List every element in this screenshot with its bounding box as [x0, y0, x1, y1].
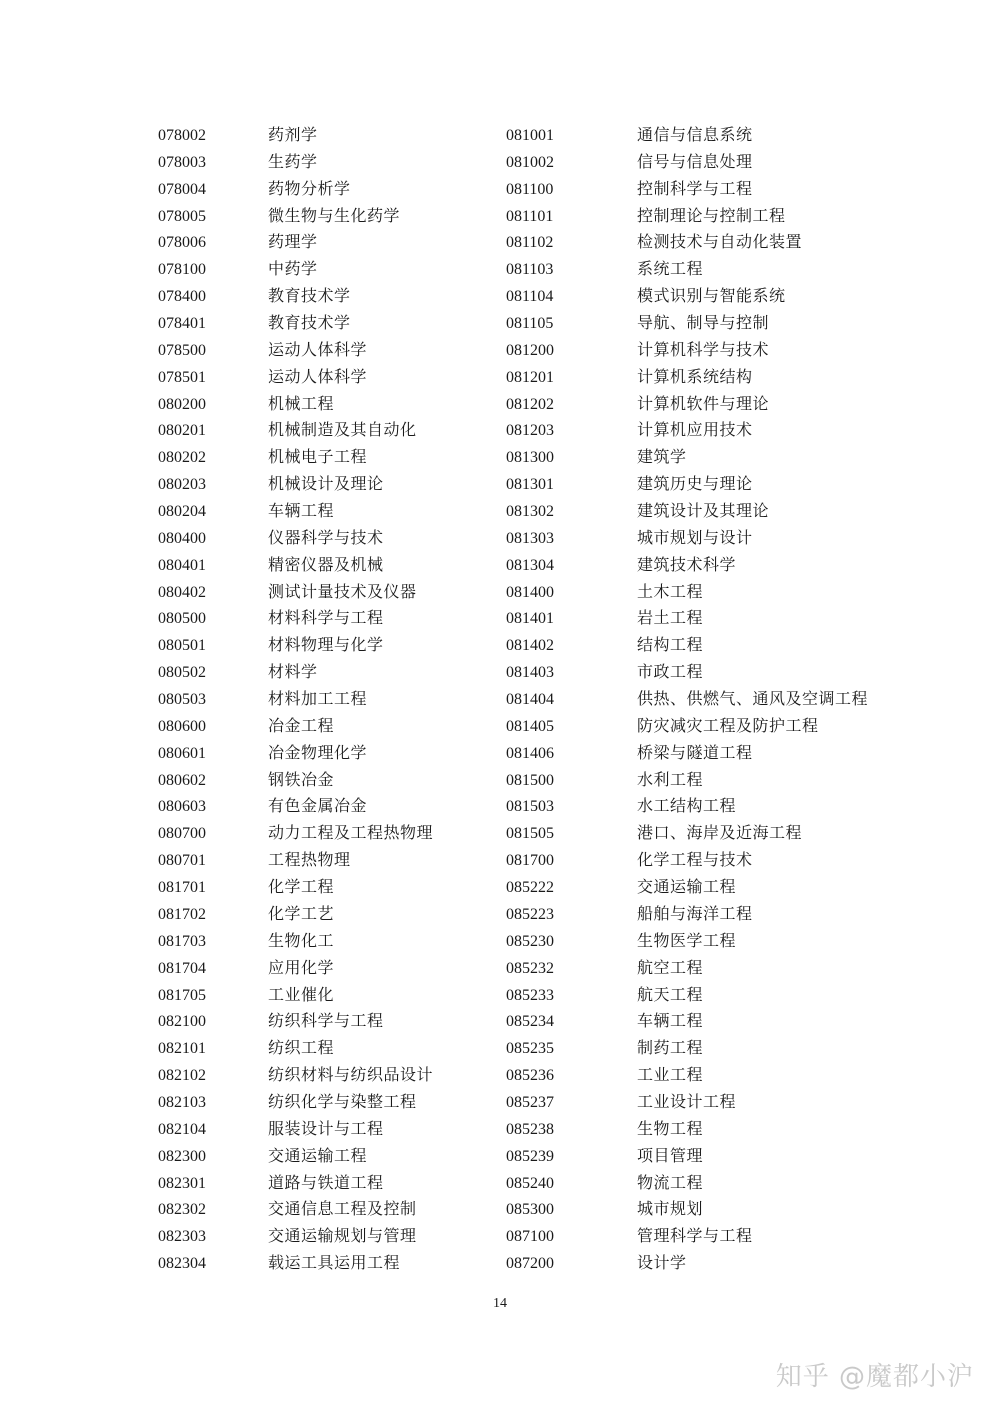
discipline-code: 081302 — [506, 503, 554, 521]
list-item — [506, 1250, 868, 1277]
discipline-code: 078002 — [158, 127, 206, 144]
discipline-name: 教育技术学 — [268, 313, 351, 333]
discipline-code: 081400 — [506, 583, 554, 601]
watermark-text: 知乎 @魔都小沪 — [775, 1362, 974, 1392]
discipline-name: 冶金工程 — [268, 715, 335, 735]
discipline-name: 交通运输规划与管理 — [268, 1226, 417, 1246]
discipline-code: 085234 — [506, 1013, 554, 1031]
discipline-code: 085236 — [506, 1067, 554, 1085]
discipline-name: 化学工艺 — [268, 903, 335, 923]
discipline-code: 080500 — [158, 610, 206, 628]
list-item — [506, 391, 868, 418]
discipline-code: 080501 — [158, 637, 206, 655]
list-item — [158, 552, 433, 579]
discipline-code: 081705 — [158, 986, 206, 1004]
list-item — [506, 525, 868, 552]
discipline-code: 081402 — [506, 637, 554, 655]
list-item — [506, 122, 868, 149]
list-item — [506, 579, 868, 606]
list-item — [158, 1223, 433, 1250]
list-item — [158, 1250, 433, 1277]
list-item — [158, 1008, 433, 1035]
discipline-name: 设计学 — [637, 1253, 687, 1273]
discipline-code: 085300 — [506, 1201, 554, 1219]
discipline-name: 结构工程 — [637, 635, 704, 655]
discipline-code: 081301 — [506, 476, 554, 494]
discipline-name: 材料物理与化学 — [268, 635, 384, 655]
discipline-name: 通信与信息系统 — [637, 125, 753, 144]
discipline-name: 交通运输工程 — [268, 1145, 368, 1165]
discipline-code: 080701 — [158, 852, 206, 870]
list-item — [506, 659, 868, 686]
discipline-name: 桥梁与隧道工程 — [637, 742, 753, 762]
discipline-name: 控制理论与控制工程 — [637, 205, 786, 225]
discipline-code: 085233 — [506, 986, 554, 1004]
list-item — [158, 847, 433, 874]
discipline-name: 精密仪器及机械 — [268, 554, 384, 574]
discipline-code: 080502 — [158, 664, 206, 682]
discipline-name: 交通信息工程及控制 — [268, 1199, 417, 1219]
list-item — [506, 874, 868, 901]
list-item — [158, 256, 433, 283]
discipline-name: 冶金物理化学 — [268, 742, 368, 762]
discipline-name: 计算机应用技术 — [637, 420, 753, 440]
list-item — [506, 1062, 868, 1089]
discipline-code: 082101 — [158, 1040, 206, 1058]
list-item — [506, 901, 868, 928]
list-item — [158, 391, 433, 418]
discipline-code: 080700 — [158, 825, 206, 843]
discipline-name: 计算机科学与技术 — [637, 339, 770, 359]
discipline-code: 081105 — [506, 315, 554, 333]
list-item — [506, 713, 868, 740]
list-item — [158, 444, 433, 471]
list-item — [158, 337, 433, 364]
discipline-code: 081200 — [506, 341, 554, 359]
discipline-code: 078006 — [158, 234, 206, 252]
discipline-code: 081201 — [506, 368, 554, 386]
discipline-code: 078004 — [158, 180, 206, 198]
list-item — [158, 122, 433, 149]
discipline-code: 081100 — [506, 180, 554, 198]
list-item — [506, 1223, 868, 1250]
discipline-code: 081403 — [506, 664, 554, 682]
list-item — [158, 901, 433, 928]
list-item — [158, 417, 433, 444]
discipline-code: 081505 — [506, 825, 554, 843]
list-item — [506, 203, 868, 230]
discipline-code: 078003 — [158, 153, 206, 171]
discipline-code: 087200 — [506, 1255, 554, 1273]
discipline-code: 081702 — [158, 905, 206, 923]
discipline-name: 计算机软件与理论 — [637, 393, 770, 413]
list-item — [506, 149, 868, 176]
right-column-list — [506, 122, 868, 1277]
discipline-name: 物流工程 — [637, 1172, 704, 1192]
discipline-name: 建筑历史与理论 — [637, 474, 753, 494]
discipline-code: 082302 — [158, 1201, 206, 1219]
discipline-name: 纺织材料与纺织品设计 — [268, 1065, 434, 1085]
discipline-code: 085237 — [506, 1093, 554, 1111]
discipline-name: 控制科学与工程 — [637, 178, 753, 198]
discipline-code: 082301 — [158, 1174, 206, 1192]
list-item — [158, 203, 433, 230]
discipline-name: 机械电子工程 — [268, 447, 368, 467]
discipline-name: 纺织化学与染整工程 — [268, 1091, 417, 1111]
discipline-code: 085235 — [506, 1040, 554, 1058]
discipline-code: 081304 — [506, 556, 554, 574]
list-item — [158, 525, 433, 552]
list-item — [158, 579, 433, 606]
discipline-code: 081101 — [506, 207, 554, 225]
list-item — [506, 176, 868, 203]
discipline-code: 081103 — [506, 261, 554, 279]
discipline-code: 081404 — [506, 691, 554, 709]
left-column-list — [158, 122, 433, 1277]
list-item — [506, 256, 868, 283]
discipline-name: 水工结构工程 — [637, 796, 737, 816]
list-item — [158, 982, 433, 1009]
list-item — [158, 364, 433, 391]
list-item — [158, 1089, 433, 1116]
list-item — [158, 767, 433, 794]
discipline-name: 服装设计与工程 — [268, 1118, 384, 1138]
list-item — [158, 1116, 433, 1143]
discipline-code: 082104 — [158, 1120, 206, 1138]
discipline-code: 080202 — [158, 449, 206, 467]
list-item — [158, 229, 433, 256]
list-item — [506, 498, 868, 525]
discipline-name: 生药学 — [268, 151, 318, 171]
discipline-name: 药物分析学 — [268, 178, 351, 198]
discipline-code: 081401 — [506, 610, 554, 628]
list-item — [158, 1062, 433, 1089]
discipline-code: 085232 — [506, 959, 554, 977]
discipline-name: 航天工程 — [637, 984, 704, 1004]
discipline-code: 080402 — [158, 583, 206, 601]
discipline-name: 仪器科学与技术 — [268, 527, 384, 547]
list-item — [506, 605, 868, 632]
list-item — [506, 229, 868, 256]
discipline-name: 城市规划 — [637, 1199, 704, 1219]
list-item — [158, 686, 433, 713]
discipline-name: 生物医学工程 — [637, 930, 737, 950]
list-item — [158, 820, 433, 847]
list-item — [158, 283, 433, 310]
discipline-name: 化学工程与技术 — [637, 850, 753, 870]
discipline-name: 生物化工 — [268, 930, 335, 950]
discipline-name: 建筑技术科学 — [637, 554, 737, 574]
list-item — [158, 1196, 433, 1223]
list-item — [158, 149, 433, 176]
discipline-code: 085240 — [506, 1174, 554, 1192]
discipline-code: 081303 — [506, 529, 554, 547]
discipline-name: 港口、海岸及近海工程 — [637, 823, 803, 843]
discipline-code: 080602 — [158, 771, 206, 789]
discipline-code: 087100 — [506, 1228, 554, 1246]
list-item — [158, 176, 433, 203]
discipline-name: 材料加工工程 — [268, 689, 368, 709]
discipline-code: 081102 — [506, 234, 554, 252]
discipline-name: 导航、制导与控制 — [637, 313, 770, 333]
discipline-name: 建筑设计及其理论 — [637, 501, 770, 521]
discipline-name: 工程热物理 — [268, 850, 351, 870]
discipline-name: 交通运输工程 — [637, 877, 737, 897]
list-item — [506, 337, 868, 364]
discipline-code: 081503 — [506, 798, 554, 816]
list-item — [158, 874, 433, 901]
list-item — [158, 713, 433, 740]
list-item — [506, 444, 868, 471]
list-item — [158, 632, 433, 659]
discipline-code: 082102 — [158, 1067, 206, 1085]
discipline-code: 078501 — [158, 368, 206, 386]
discipline-name: 城市规划与设计 — [637, 527, 753, 547]
discipline-name: 船舶与海洋工程 — [637, 903, 753, 923]
discipline-code: 081405 — [506, 717, 554, 735]
discipline-code: 080603 — [158, 798, 206, 816]
list-item — [506, 1196, 868, 1223]
discipline-name: 机械制造及其自动化 — [268, 420, 417, 440]
list-item — [506, 847, 868, 874]
discipline-name: 测试计量技术及仪器 — [268, 581, 417, 601]
discipline-code: 082100 — [158, 1013, 206, 1031]
list-item — [506, 767, 868, 794]
discipline-code: 080400 — [158, 529, 206, 547]
discipline-code: 081203 — [506, 422, 554, 440]
discipline-name: 生物工程 — [637, 1118, 704, 1138]
list-item — [506, 364, 868, 391]
list-item — [506, 310, 868, 337]
page-number: 14 — [493, 1296, 507, 1311]
discipline-name: 水利工程 — [637, 769, 704, 789]
discipline-name: 运动人体科学 — [268, 339, 368, 359]
discipline-name: 机械工程 — [268, 393, 335, 413]
discipline-code: 082103 — [158, 1093, 206, 1111]
list-item — [506, 417, 868, 444]
discipline-name: 化学工程 — [268, 877, 335, 897]
list-item — [158, 740, 433, 767]
discipline-code: 078400 — [158, 288, 206, 306]
list-item — [158, 310, 433, 337]
list-item — [506, 955, 868, 982]
discipline-code: 081700 — [506, 852, 554, 870]
list-item — [506, 471, 868, 498]
discipline-code: 078100 — [158, 261, 206, 279]
discipline-name: 有色金属冶金 — [268, 796, 368, 816]
list-item — [506, 686, 868, 713]
discipline-name: 道路与铁道工程 — [268, 1172, 384, 1192]
discipline-name: 管理科学与工程 — [637, 1226, 753, 1246]
discipline-name: 岩土工程 — [637, 608, 704, 628]
discipline-name: 载运工具运用工程 — [268, 1253, 401, 1273]
discipline-code: 080203 — [158, 476, 206, 494]
discipline-name: 药剂学 — [268, 125, 318, 144]
list-item — [506, 1170, 868, 1197]
discipline-code: 080201 — [158, 422, 206, 440]
list-item — [506, 982, 868, 1009]
discipline-code: 081703 — [158, 932, 206, 950]
discipline-code: 082303 — [158, 1228, 206, 1246]
list-item — [506, 552, 868, 579]
discipline-code: 085222 — [506, 879, 554, 897]
discipline-code: 081002 — [506, 153, 554, 171]
discipline-code: 078500 — [158, 341, 206, 359]
list-item — [506, 283, 868, 310]
discipline-name: 中药学 — [268, 259, 318, 279]
discipline-name: 项目管理 — [637, 1145, 704, 1165]
discipline-code: 080503 — [158, 691, 206, 709]
discipline-name: 应用化学 — [268, 957, 335, 977]
discipline-name: 土木工程 — [637, 581, 704, 601]
discipline-code: 080601 — [158, 744, 206, 762]
discipline-name: 检测技术与自动化装置 — [637, 232, 803, 252]
list-item — [506, 1143, 868, 1170]
discipline-code: 082300 — [158, 1147, 206, 1165]
discipline-code: 080401 — [158, 556, 206, 574]
list-item — [158, 1170, 433, 1197]
list-item — [158, 793, 433, 820]
discipline-code: 081202 — [506, 395, 554, 413]
discipline-name: 纺织科学与工程 — [268, 1011, 384, 1031]
discipline-name: 航空工程 — [637, 957, 704, 977]
list-item — [506, 1089, 868, 1116]
list-item — [506, 1008, 868, 1035]
discipline-name: 工业工程 — [637, 1065, 704, 1085]
discipline-name: 系统工程 — [637, 259, 704, 279]
discipline-name: 材料学 — [268, 662, 318, 682]
list-item — [506, 1116, 868, 1143]
discipline-name: 供热、供燃气、通风及空调工程 — [637, 689, 869, 709]
discipline-name: 工业催化 — [268, 984, 335, 1004]
discipline-name: 模式识别与智能系统 — [637, 286, 786, 306]
discipline-code: 078401 — [158, 315, 206, 333]
list-item — [158, 605, 433, 632]
discipline-name: 工业设计工程 — [637, 1091, 737, 1111]
list-item — [506, 1035, 868, 1062]
discipline-code: 080200 — [158, 395, 206, 413]
list-item — [506, 632, 868, 659]
discipline-code: 080600 — [158, 717, 206, 735]
discipline-code: 085239 — [506, 1147, 554, 1165]
list-item — [506, 820, 868, 847]
discipline-name: 动力工程及工程热物理 — [268, 823, 434, 843]
discipline-name: 车辆工程 — [268, 501, 335, 521]
discipline-name: 机械设计及理论 — [268, 474, 384, 494]
discipline-code: 081300 — [506, 449, 554, 467]
list-item — [158, 659, 433, 686]
discipline-name: 制药工程 — [637, 1038, 704, 1058]
list-item — [158, 471, 433, 498]
discipline-name: 计算机系统结构 — [637, 366, 753, 386]
discipline-name: 教育技术学 — [268, 286, 351, 306]
list-item — [158, 1143, 433, 1170]
list-item — [158, 1035, 433, 1062]
list-item — [506, 928, 868, 955]
list-item — [158, 928, 433, 955]
discipline-name: 材料科学与工程 — [268, 608, 384, 628]
discipline-code: 085223 — [506, 905, 554, 923]
discipline-name: 钢铁冶金 — [268, 769, 335, 789]
discipline-name: 防灾减灾工程及防护工程 — [637, 715, 819, 735]
discipline-code: 080204 — [158, 503, 206, 521]
discipline-code: 081704 — [158, 959, 206, 977]
discipline-name: 建筑学 — [637, 447, 687, 467]
discipline-name: 信号与信息处理 — [637, 151, 753, 171]
list-item — [158, 498, 433, 525]
discipline-code: 082304 — [158, 1255, 206, 1273]
discipline-code: 081406 — [506, 744, 554, 762]
discipline-code: 081701 — [158, 879, 206, 897]
discipline-code: 085238 — [506, 1120, 554, 1138]
list-item — [158, 955, 433, 982]
list-item — [506, 740, 868, 767]
discipline-code: 081104 — [506, 288, 554, 306]
discipline-name: 运动人体科学 — [268, 366, 368, 386]
discipline-code: 085230 — [506, 932, 554, 950]
discipline-code: 078005 — [158, 207, 206, 225]
list-item — [506, 793, 868, 820]
discipline-name: 车辆工程 — [637, 1011, 704, 1031]
discipline-code: 081001 — [506, 127, 554, 144]
discipline-name: 市政工程 — [637, 662, 704, 682]
discipline-name: 药理学 — [268, 232, 318, 252]
discipline-name: 微生物与生化药学 — [268, 205, 401, 225]
discipline-name: 纺织工程 — [268, 1038, 335, 1058]
discipline-code: 081500 — [506, 771, 554, 789]
